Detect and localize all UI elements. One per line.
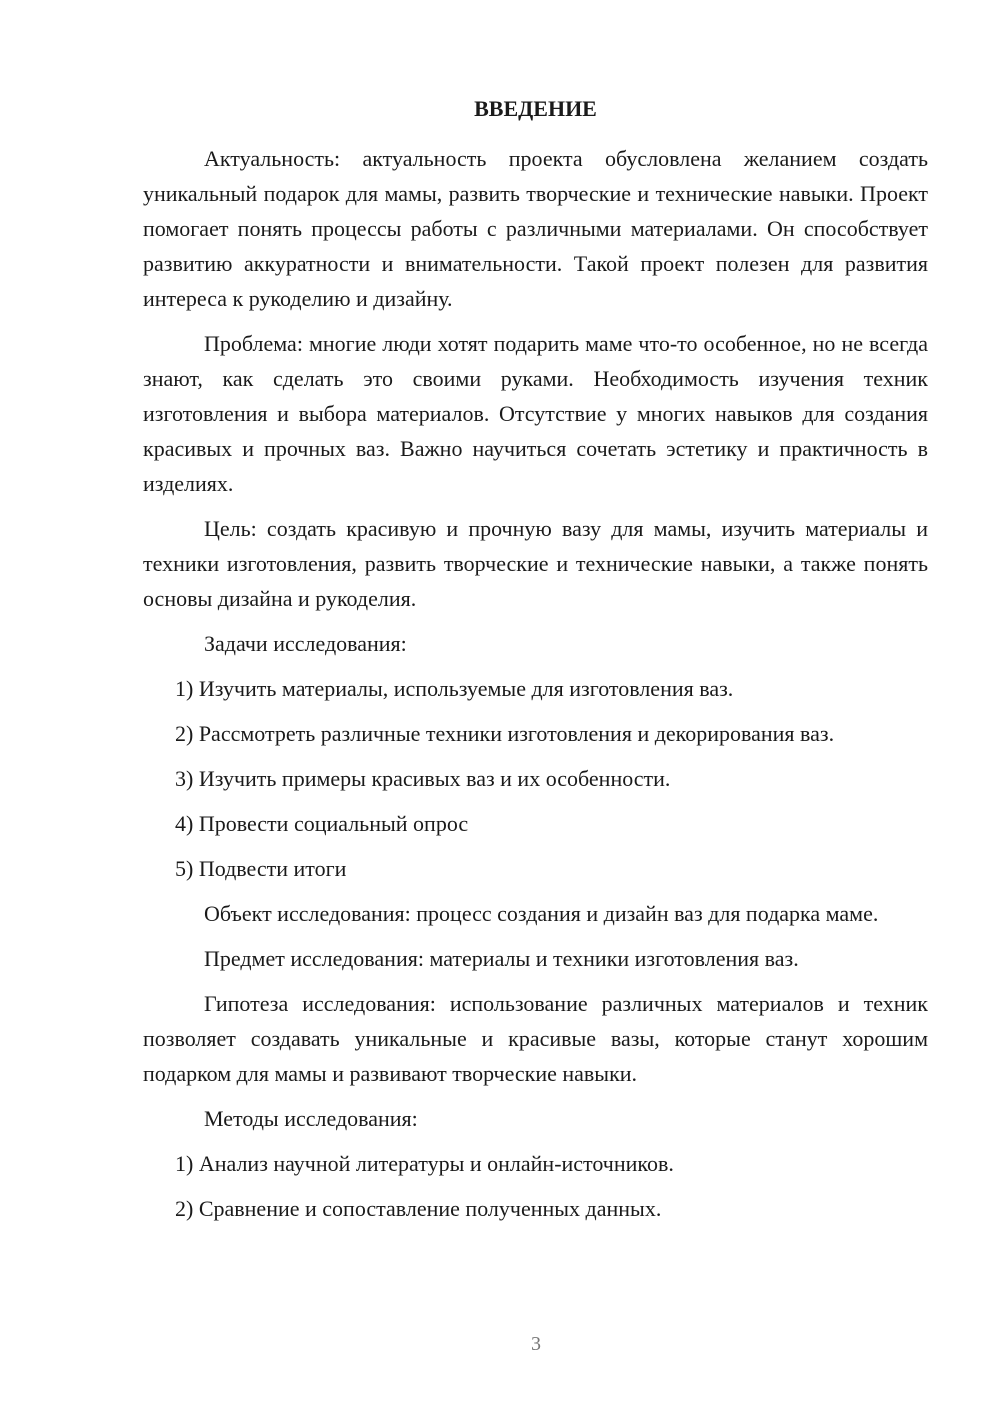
tasks-heading: Задачи исследования: [204,631,407,656]
section-title: ВВЕДЕНИЕ [474,96,597,121]
list-item: 2) Сравнение и сопоставление полученных данных. [175,1196,662,1221]
object-paragraph: Объект исследования: процесс создания и дизайн ваз для подарка маме. [204,901,879,926]
relevance-paragraph: Актуальность: актуальность проекта обусловлена желанием создать уникальный подарок для мамы, развить творческие и технические навыки. Проект помогает понять процессы работы с различными материалами. Он способствует развитию аккуратности и внимательности. Такой проект полезен для развития интереса к рукоделию и дизайну. [143,146,928,311]
tasks-list [143,671,928,886]
methods-list [143,1146,928,1226]
document-page [143,88,928,1236]
hypothesis-paragraph: Гипотеза исследования: использование различных материалов и техник позволяет создавать уникальные и красивые вазы, которые станут хорошим подарком для мамы и развивают творческие навыки. [143,991,928,1086]
subject-paragraph: Предмет исследования: материалы и техники изготовления ваз. [204,946,799,971]
goal-paragraph: Цель: создать красивую и прочную вазу для мамы, изучить материалы и техники изготовления, развить творческие и технические навыки, а также понять основы дизайна и рукоделия. [143,516,928,611]
list-item: 2) Рассмотреть различные техники изготовления и декорирования ваз. [175,721,835,746]
list-item: 4) Провести социальный опрос [175,811,469,836]
list-item: 1) Анализ научной литературы и онлайн-источников. [175,1151,674,1176]
page-number: 3 [531,1333,541,1355]
list-item: 5) Подвести итоги [175,856,347,881]
problem-paragraph: Проблема: многие люди хотят подарить маме что-то особенное, но не всегда знают, как сделать это своими руками. Необходимость изучения техник изготовления и выбора материалов. Отсутствие у многих навыков для создания красивых и прочных ваз. Важно научиться сочетать эстетику и практичность в изделиях. [143,331,928,496]
methods-heading: Методы исследования: [204,1106,418,1131]
list-item: 1) Изучить материалы, используемые для изготовления ваз. [175,676,734,701]
list-item: 3) Изучить примеры красивых ваз и их особенности. [175,766,671,791]
